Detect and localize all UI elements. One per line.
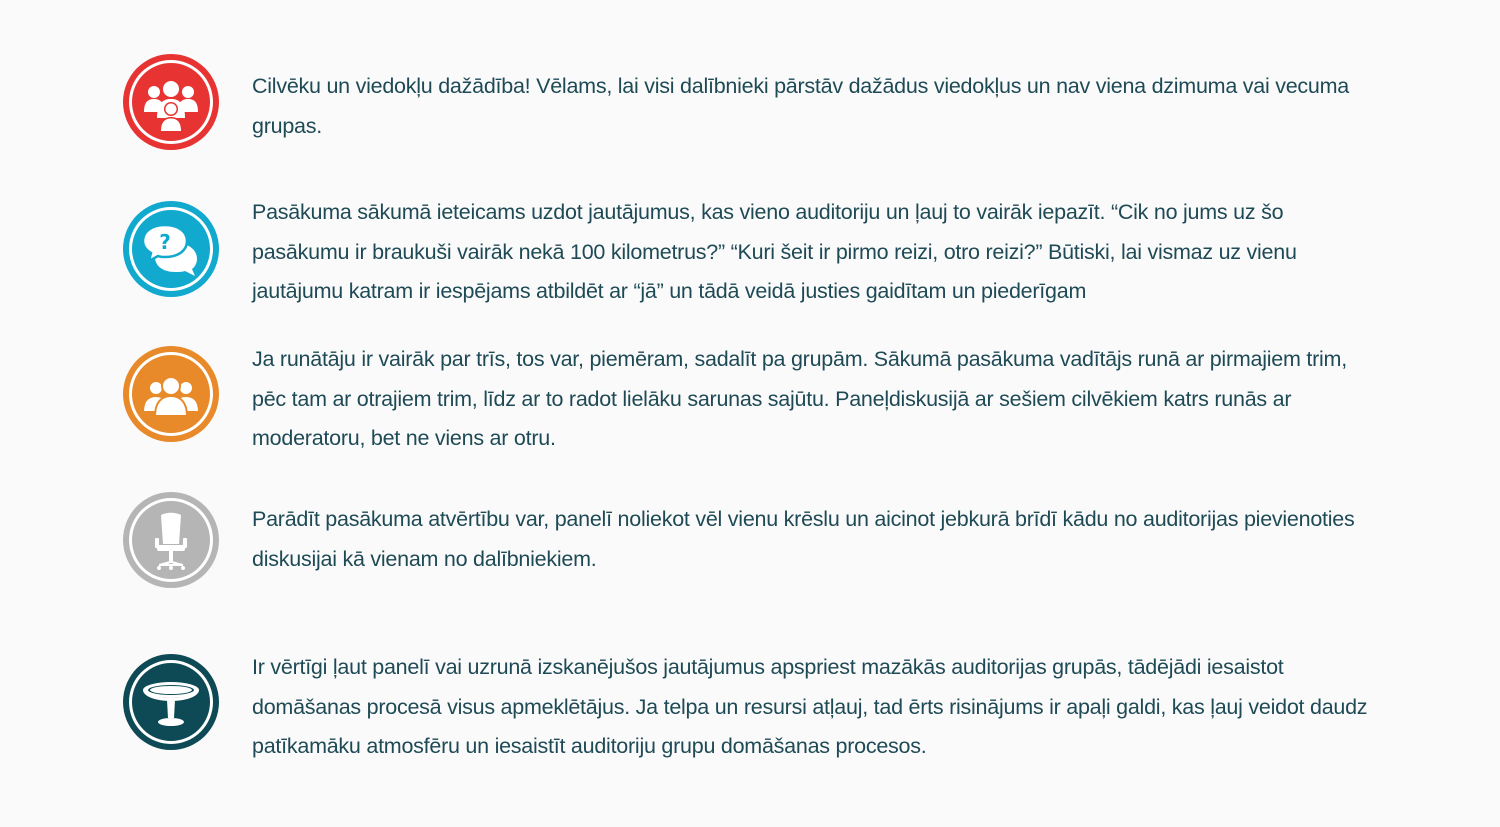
people-group-icon [123,54,219,150]
office-chair-icon [123,492,219,588]
tip-text: Cilvēku un viedokļu dažādība! Vēlams, lai visi dalībnieki pārstāv dažādus viedokļus un nav viena dzimuma vai vecuma grupas. [252,74,1350,138]
tip-text: Pasākuma sākumā ieteicams uzdot jautājumus, kas vieno auditoriju un ļauj to vairāk iepazīt. “Cik no jums uz šo pasākumu ir braukuši vairāk nekā 100 kilometrus?” “Kuri šeit ir pirmo reizi, otro reizi?” Būtiski, lai vismaz uz vienu jautājumu katram ir iespējams atbildēt ar “jā” un tādā veidā justies gaidītam un piederīgam [252,200,1297,303]
tip-text: Ja runātāju ir vairāk par trīs, tos var, piemēram, sadalīt pa grupām. Sākumā pasākuma vadītājs runā ar pirmajiem trim, pēc tam ar otrajiem trim, līdz ar to radot lielāku sarunas sajūtu. Paneļdiskusijā ar sešiem cilvēkiem katrs runās ar moderatoru, bet ne viens ar otru. [252,347,1347,450]
svg-text:?: ? [159,230,171,254]
round-table-icon [123,654,219,750]
tip-text: Parādīt pasākuma atvērtību var, panelī noliekot vēl vienu krēslu un aicinot jebkurā brīdī kādu no auditorijas pievienoties diskusijai kā vienam no dalībniekiem. [252,507,1355,571]
question-speech-bubbles-icon [123,201,219,297]
three-people-icon [123,346,219,442]
tip-text: Ir vērtīgi ļaut panelī vai uzrunā izskanējušos jautājumus apspriest mazākās auditorijas grupās, tādējādi iesaistot domāšanas procesā visus apmeklētājus. Ja telpa un resursi atļauj, tad ērts risinājums ir apaļi galdi, kas ļauj veidot daudz patīkamāku atmosfēru un iesaistīt auditoriju grupu domāšanas procesos. [252,655,1368,758]
